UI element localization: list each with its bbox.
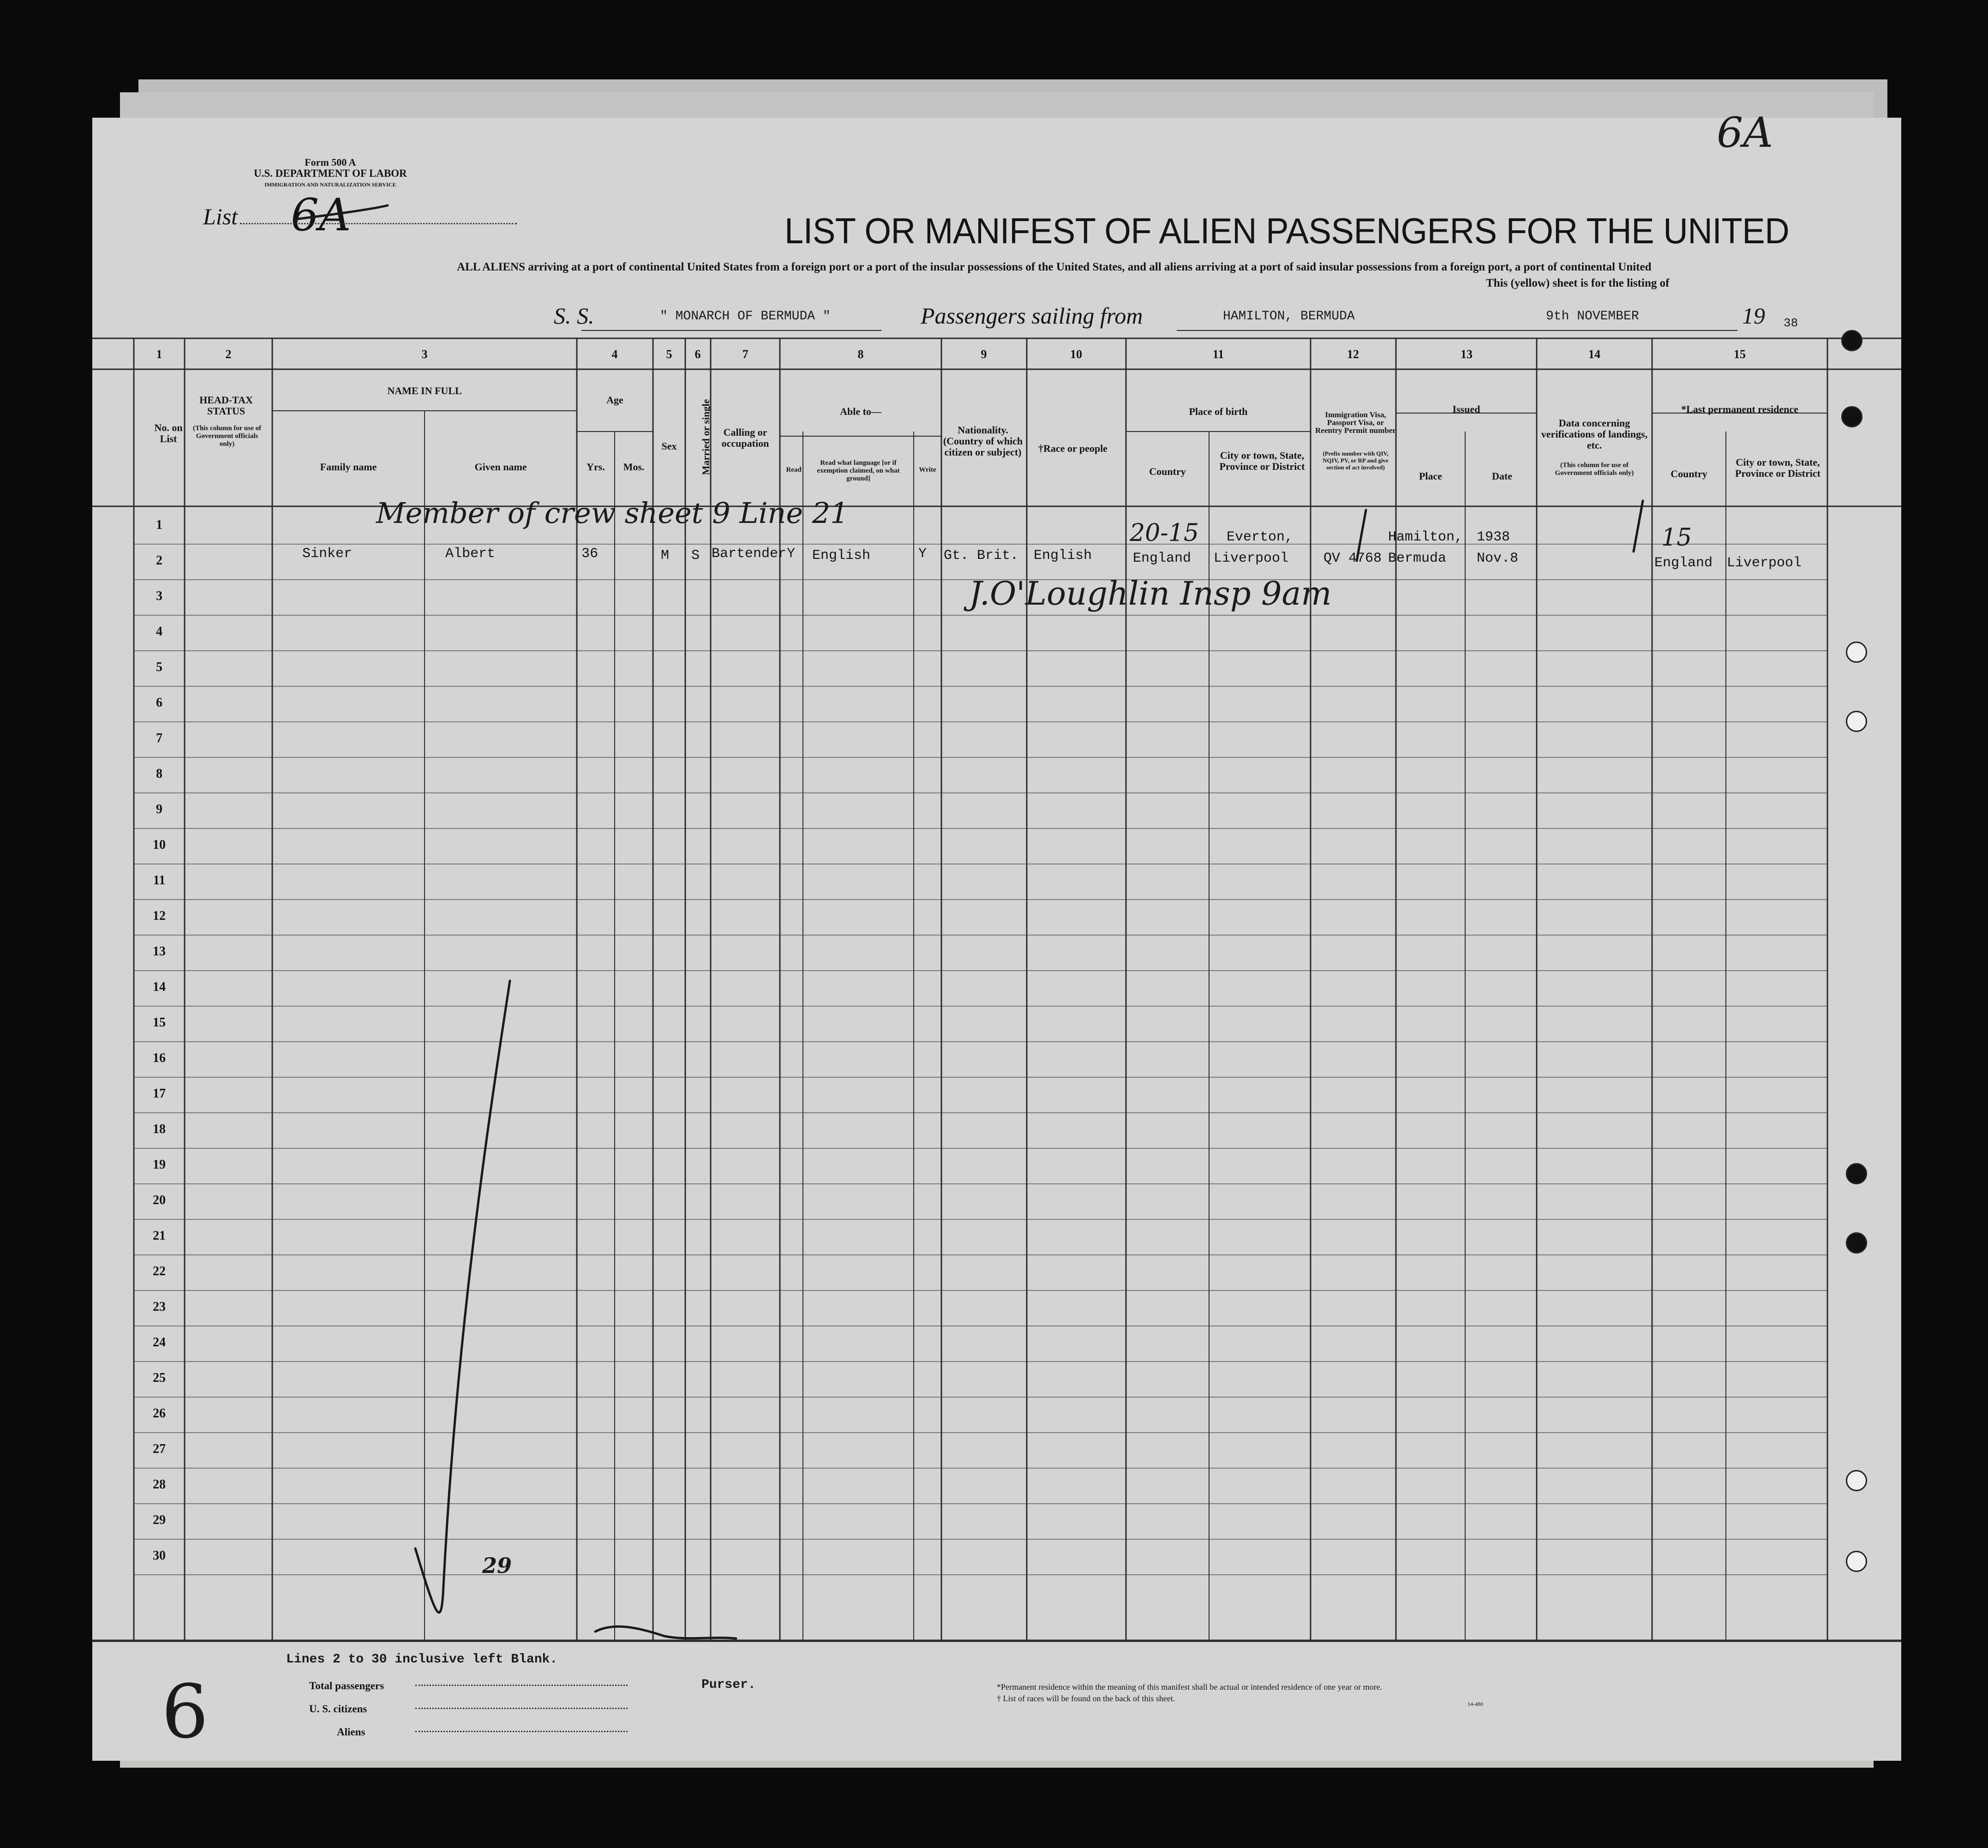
visa-tick-stroke [1357,510,1366,561]
punch-hole [1846,1163,1867,1184]
entry-race: English [1034,548,1092,564]
entry-nationality: Gt. Brit. [944,548,1019,564]
list-label: List [203,204,238,229]
row-number: 17 [153,1086,166,1101]
row-number: 19 [153,1158,166,1172]
row-number: 29 [153,1513,166,1527]
row-number: 27 [153,1442,166,1456]
entry-birth-city-2: Liverpool [1214,551,1289,566]
entry-read: Y [787,546,796,562]
header-res-country: Country [1671,468,1707,480]
header-read: Read [786,466,802,474]
manifest-sheet [92,108,1901,1761]
header-issued: Issued [1452,403,1480,415]
header-yrs: Yrs. [587,461,605,473]
departure-port: HAMILTON, BERMUDA [1223,309,1355,324]
header-read-language: Read what language [or if exemption claimed, on what ground] [817,459,900,482]
list-value: 6A [291,189,351,241]
entry-marital: S [691,548,700,564]
punch-hole [1846,711,1867,732]
footnote-residence: *Permanent residence within the meaning of this manifest shall be actual or intended residence of one year or more. [997,1682,1383,1692]
row-number: 21 [153,1229,166,1243]
header-place-of-birth: Place of birth [1189,406,1248,417]
top-right-list-mark: 6A [1717,108,1773,157]
row-number: 10 [153,838,166,852]
header-given-name: Given name [474,461,527,473]
aliens-label: Aliens [337,1726,365,1738]
column-number: 5 [666,348,672,361]
manifest-title: LIST OR MANIFEST OF ALIEN PASSENGERS FOR THE UNITED [784,210,1790,251]
header-birth-country: Country [1149,466,1186,477]
us-citizens-label: U. S. citizens [309,1703,367,1715]
entry-issued-place-2: Bermuda [1388,551,1447,566]
header-no-on-list: No. on List [154,422,183,444]
header-head-tax-note: (This column for use of Government officials only) [192,425,262,448]
row-number: 2 [156,553,162,568]
row-number: 4 [156,624,162,639]
punch-hole [1841,330,1862,351]
row-number: 22 [153,1264,166,1278]
column-number: 11 [1212,348,1224,361]
entry-birth-city-1: Everton, [1227,529,1293,545]
sailing-label: Passengers sailing from [921,303,1143,329]
form-number: Form 500 A [305,156,356,168]
punch-hole [1846,1232,1867,1254]
row-number: 23 [153,1300,166,1314]
header-data-note: (This column for use of Government officials only) [1555,462,1634,477]
header-data-landings: Data concerning verifications of landings, etc. [1541,417,1648,451]
column-number: 4 [611,348,618,361]
header-married: Married or single [700,399,712,475]
row-number: 1 [156,518,162,532]
handwritten-residence-code: 15 [1661,524,1692,552]
row-number: 16 [153,1051,166,1065]
list-underline-stroke [295,205,388,219]
punch-hole [1841,406,1862,427]
column-number: 2 [225,348,232,361]
entry-write: Y [918,546,927,562]
entry-issued-date: Nov.8 [1477,551,1519,566]
form-code: 14-480 [1467,1701,1483,1707]
handwritten-crew-note: Member of crew sheet 9 Line 21 [376,496,849,530]
entry-given-name: Albert [445,546,496,562]
column-number: 8 [857,348,864,361]
row-number: 28 [153,1477,166,1492]
entry-sex: M [661,548,670,564]
ship-name: " MONARCH OF BERMUDA " [660,309,831,324]
row-number: 9 [156,802,162,816]
blank-lines-stroke [415,981,510,1613]
header-issued-place: Place [1419,470,1443,482]
header-name-in-full: NAME IN FULL [387,385,462,396]
row-number: 20 [153,1193,166,1207]
punch-hole [1846,642,1867,663]
pen-strokes [92,118,1901,1761]
column-number: 15 [1734,348,1746,361]
entry-family-name: Sinker [302,546,353,562]
year-prefix: 19 [1742,303,1765,329]
row-number: 11 [153,873,166,888]
column-number: 1 [156,348,162,361]
row-number: 18 [153,1122,166,1136]
entry-age: 36 [581,546,599,562]
row-number: 12 [153,909,166,923]
entry-occupation: Bartender [712,546,787,562]
total-passengers-label: Total passengers [309,1680,384,1692]
column-number: 10 [1070,348,1082,361]
entry-issued-year: 1938 [1477,529,1510,545]
punch-hole [1846,1551,1867,1572]
us-citizens-blank [415,1708,628,1709]
departure-date: 9th NOVEMBER [1546,309,1639,324]
service: IMMIGRATION AND NATURALIZATION SERVICE [264,181,396,188]
total-passengers-blank [415,1685,628,1686]
row-number: 25 [153,1371,166,1385]
row-number: 30 [153,1548,166,1563]
row-number: 15 [153,1015,166,1030]
punch-hole [1846,1470,1867,1491]
subtitle-line-2: This (yellow) sheet is for the listing of [1486,277,1670,289]
row-number: 7 [156,731,162,745]
column-number: 9 [981,348,987,361]
handwritten-count: 29 [482,1553,512,1578]
row-number: 5 [156,660,162,674]
header-mos: Mos. [623,461,645,473]
row-number: 13 [153,944,166,959]
handwritten-birth-code: 20-15 [1130,519,1199,547]
header-birth-city: City or town, State, Province or District [1219,450,1305,472]
row-number: 14 [153,980,166,994]
handwritten-page-number: 6 [162,1668,209,1755]
blank-lines-note: Lines 2 to 30 inclusive left Blank. [286,1652,558,1667]
year-suffix: 38 [1784,316,1798,330]
header-write: Write [919,466,936,474]
aliens-blank [415,1731,628,1732]
header-res-city: City or town, State, Province or District [1735,456,1820,479]
entry-res-city: Liverpool [1727,555,1802,571]
header-race: †Race or people [1038,443,1108,454]
entry-birth-country: England [1133,551,1192,566]
header-able-to: Able to— [840,406,881,417]
column-number: 7 [742,348,748,361]
header-sex: Sex [661,440,677,452]
column-number: 14 [1588,348,1600,361]
footnote-races: † List of races will be found on the back of this sheet. [997,1694,1175,1703]
landing-tick-stroke [1634,501,1643,552]
header-head-tax: HEAD-TAX STATUS [199,394,253,417]
row-number: 24 [153,1335,166,1350]
header-visa-note: (Prefix number with QIV, NQIV, PV, or RP and give section of act involved) [1323,450,1389,471]
department: U.S. DEPARTMENT OF LABOR [254,168,407,179]
column-number: 6 [695,348,701,361]
column-number: 12 [1347,348,1359,361]
row-number: 26 [153,1406,166,1421]
entry-issued-place-1: Hamilton, [1388,529,1463,545]
entry-res-country: England [1654,555,1713,571]
inspector-signature: J.O'Loughlin Insp 9am [969,575,1332,612]
entry-visa-number: QV 4768 [1323,551,1382,566]
purser-signature-stroke [595,1626,736,1638]
ss-label: S. S. [554,303,594,329]
column-number: 13 [1461,348,1473,361]
entry-language: English [812,548,871,564]
header-visa: Immigration Visa, Passport Visa, or Reentry Permit number [1315,410,1396,435]
column-number: 3 [421,348,428,361]
header-age: Age [606,394,623,406]
row-number: 3 [156,589,162,603]
subtitle-line-1: ALL ALIENS arriving at a port of continental United States from a foreign port or a port of the insular possessions of the United States, and all aliens arriving at a port of said insular possessions from a foreign port, a port of continental United [457,261,1652,273]
header-family-name: Family name [320,461,377,473]
header-nationality: Nationality. (Country of which citizen or subject) [943,424,1023,458]
purser-label: Purser. [701,1678,756,1692]
header-issued-date: Date [1492,470,1512,482]
row-number: 8 [156,767,162,781]
row-number: 6 [156,696,162,710]
header-last-residence: *Last permanent residence [1681,403,1798,415]
header-calling: Calling or occupation [721,426,769,449]
